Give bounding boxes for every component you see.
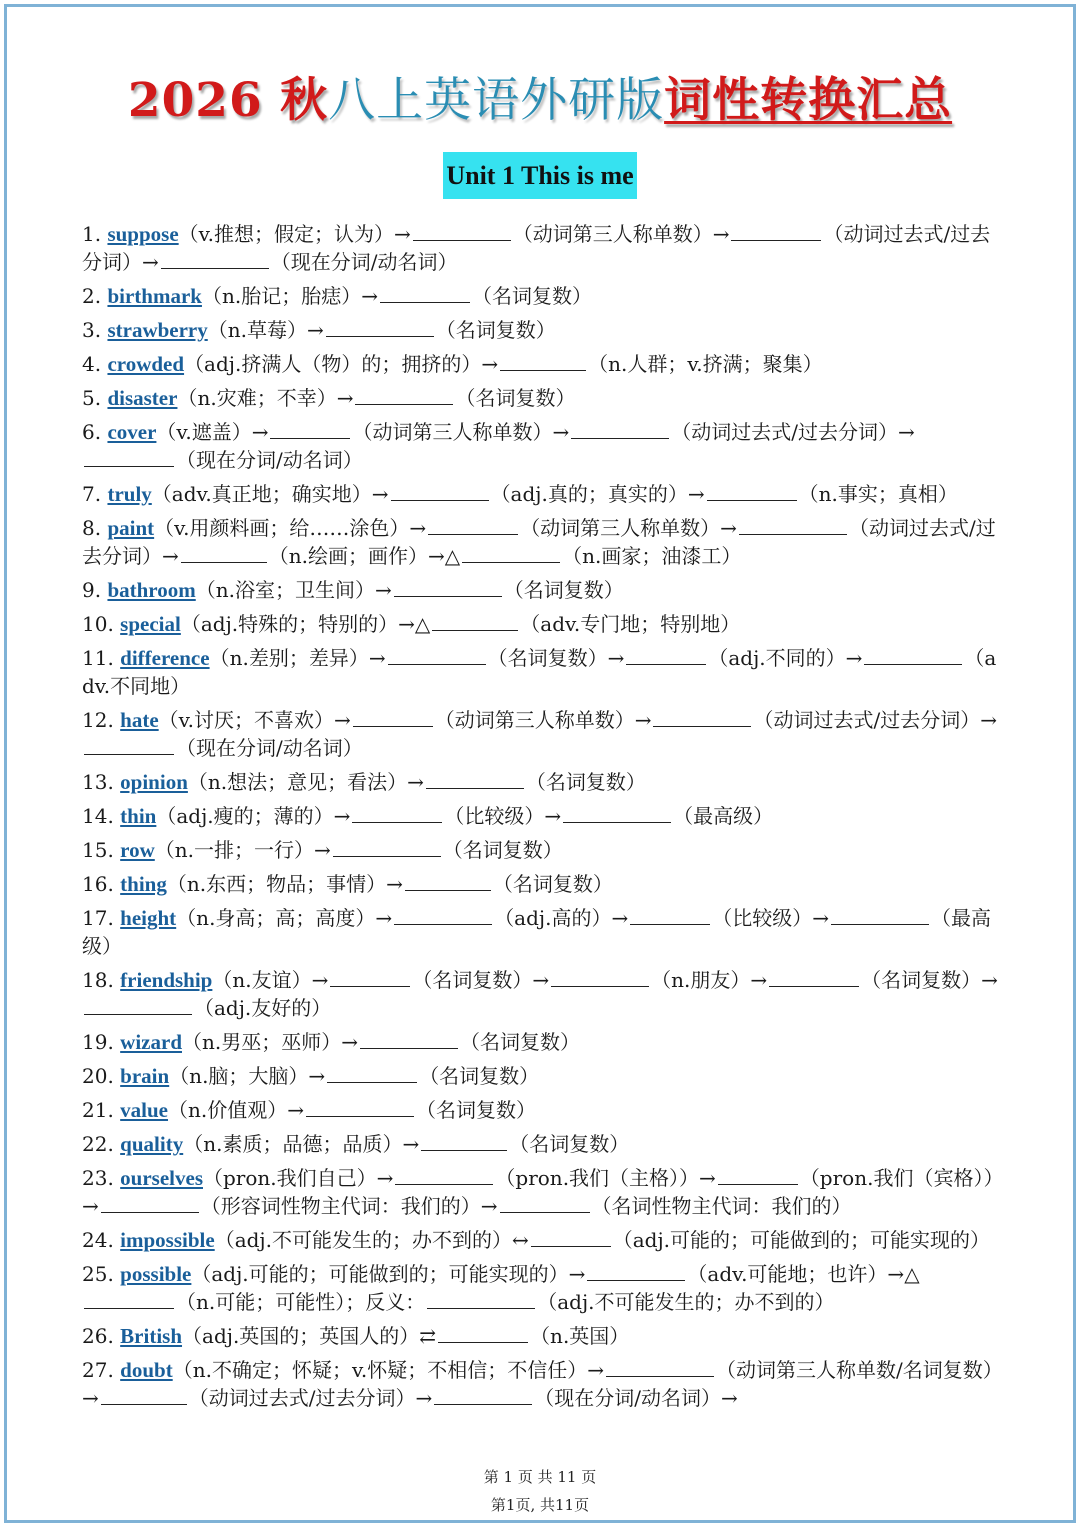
page-number-secondary: 第1页, 共11页 <box>490 1496 590 1514</box>
document-title <box>0 68 1080 134</box>
answer-blank[interactable] <box>739 514 847 535</box>
hint-text: （比较级）→ <box>444 804 562 828</box>
answer-blank[interactable] <box>563 802 671 823</box>
exercise-item <box>82 644 1000 700</box>
hint-text: （n.友谊）→ <box>212 968 329 992</box>
item-number: 12. <box>82 708 121 732</box>
hint-text: （名词复数） <box>435 318 556 342</box>
hint-text: （v.推想；假定；认为）→ <box>178 222 411 246</box>
item-number: 1. <box>82 222 108 246</box>
keyword: suppose <box>107 222 179 246</box>
keyword: impossible <box>120 1228 215 1252</box>
answer-blank[interactable] <box>587 1260 685 1281</box>
hint-text: （n.差别；差异）→ <box>209 646 386 670</box>
hint-text: （adj.可能的；可能做到的；可能实现的） <box>612 1228 991 1252</box>
answer-blank[interactable] <box>333 836 441 857</box>
keyword: bathroom <box>107 578 196 602</box>
hint-text: （动词过去式/过去分词）→ <box>82 222 991 274</box>
keyword: paint <box>107 516 155 540</box>
hint-text: （最高级） <box>82 906 991 958</box>
hint-text: （adj.可能的；可能做到的；可能实现的）→ <box>191 1262 586 1286</box>
hint-text: （名词复数） <box>419 1064 540 1088</box>
keyword: truly <box>107 482 152 506</box>
answer-blank[interactable] <box>84 1288 174 1309</box>
exercise-item <box>82 350 1000 378</box>
keyword: special <box>120 612 181 636</box>
item-number: 24. <box>82 1228 121 1252</box>
answer-blank[interactable] <box>327 1062 417 1083</box>
keyword: disaster <box>107 386 178 410</box>
hint-text: （v.用颜料画；给……涂色）→ <box>154 516 427 540</box>
exercise-item <box>82 480 1000 508</box>
answer-blank[interactable] <box>707 480 797 501</box>
item-number: 25. <box>82 1262 121 1286</box>
hint-text: （最高级） <box>673 804 774 828</box>
answer-blank[interactable] <box>405 870 491 891</box>
answer-blank[interactable] <box>438 1322 528 1343</box>
item-number: 2. <box>82 284 108 308</box>
answer-blank[interactable] <box>360 1028 458 1049</box>
hint-text: （现在分词/动名词）→ <box>534 1386 738 1410</box>
keyword: hate <box>120 708 159 732</box>
hint-text: （动词第三人称单数）→ <box>352 420 570 444</box>
hint-text: （名词复数） <box>416 1098 537 1122</box>
exercise-item <box>82 1028 1000 1056</box>
item-number: 7. <box>82 482 108 506</box>
exercise-item <box>82 316 1000 344</box>
answer-blank[interactable] <box>391 480 489 501</box>
hint-text: （v.遮盖）→ <box>156 420 269 444</box>
answer-blank[interactable] <box>355 384 453 405</box>
item-number: 26. <box>82 1324 121 1348</box>
exercise-item <box>82 904 1000 960</box>
answer-blank[interactable] <box>352 802 442 823</box>
answer-blank[interactable] <box>731 220 821 241</box>
answer-blank[interactable] <box>571 418 669 439</box>
answer-blank[interactable] <box>84 994 192 1015</box>
answer-blank[interactable] <box>426 768 524 789</box>
hint-text: （pron.我们（宾格））→ <box>82 1166 994 1218</box>
answer-blank[interactable] <box>181 542 267 563</box>
answer-blank[interactable] <box>388 644 486 665</box>
exercise-item <box>82 514 1000 570</box>
hint-text: （n.绘画；画作）→△ <box>268 544 461 568</box>
keyword: difference <box>120 646 210 670</box>
hint-text: （n.胎记；胎痣）→ <box>201 284 378 308</box>
keyword: strawberry <box>107 318 208 342</box>
answer-blank[interactable] <box>413 220 511 241</box>
exercise-item <box>82 870 1000 898</box>
answer-blank[interactable] <box>434 1384 532 1405</box>
hint-text: （adj.不可能发生的；办不到的） <box>537 1290 835 1314</box>
answer-blank[interactable] <box>394 576 502 597</box>
hint-text: （名词复数） <box>492 872 613 896</box>
hint-text: （adv.专门地；特别地） <box>520 612 741 636</box>
exercise-item <box>82 576 1000 604</box>
item-number: 9. <box>82 578 108 602</box>
exercise-item <box>82 1260 1000 1316</box>
hint-text: （动词第三人称单数/名词复数）→ <box>82 1358 993 1410</box>
item-number: 14. <box>82 804 121 828</box>
keyword: friendship <box>120 968 213 992</box>
keyword: row <box>120 838 155 862</box>
exercise-item <box>82 1322 1000 1350</box>
hint-text: （形容词性物主代词：我们的）→ <box>200 1194 498 1218</box>
answer-blank[interactable] <box>551 966 649 987</box>
hint-text: （pron.我们自己）→ <box>203 1166 394 1190</box>
hint-text: （adv.可能地；也许）→△ <box>687 1262 920 1286</box>
exercise-item <box>82 220 1000 276</box>
item-number: 13. <box>82 770 121 794</box>
hint-text: （adv.真正地；确实地）→ <box>151 482 389 506</box>
hint-text: （n.一排；一行）→ <box>154 838 331 862</box>
hint-text: （adj.英国的；英国人的）⇄ <box>182 1324 437 1348</box>
keyword: doubt <box>120 1358 173 1382</box>
hint-text: （adj.瘦的；薄的）→ <box>156 804 351 828</box>
answer-blank[interactable] <box>326 316 434 337</box>
keyword: thing <box>120 872 167 896</box>
keyword: quality <box>120 1132 184 1156</box>
hint-text: （adv.不同地） <box>82 646 997 698</box>
answer-blank[interactable] <box>380 282 470 303</box>
item-number: 19. <box>82 1030 121 1054</box>
exercise-item <box>82 802 1000 830</box>
hint-text: （adj.挤满人（物）的；拥挤的）→ <box>184 352 499 376</box>
exercise-item <box>82 1096 1000 1124</box>
hint-text: （n.灾难；不幸）→ <box>177 386 354 410</box>
hint-text: （现在分词/动名词） <box>270 250 458 274</box>
exercise-item <box>82 1356 1000 1412</box>
item-number: 5. <box>82 386 108 410</box>
title-year: 2026 秋 <box>127 73 329 128</box>
keyword: ourselves <box>120 1166 203 1190</box>
hint-text: （名词复数） <box>460 1030 580 1054</box>
exercise-list <box>82 220 1000 1418</box>
item-number: 20. <box>82 1064 121 1088</box>
answer-blank[interactable] <box>831 904 929 925</box>
answer-blank[interactable] <box>84 734 174 755</box>
hint-text: （adj.特殊的；特别的）→△ <box>180 612 431 636</box>
hint-text: （名词复数） <box>455 386 576 410</box>
hint-text: （名词性物主代词：我们的） <box>591 1194 852 1218</box>
hint-text: （名词复数）→ <box>487 646 625 670</box>
item-number: 17. <box>82 906 121 930</box>
hint-text: （名词复数） <box>503 578 624 602</box>
hint-text: （动词第三人称单数）→ <box>434 708 652 732</box>
answer-blank[interactable] <box>864 644 962 665</box>
answer-blank[interactable] <box>101 1192 199 1213</box>
answer-blank[interactable] <box>427 1288 535 1309</box>
answer-blank[interactable] <box>432 610 518 631</box>
hint-text: （名词复数） <box>442 838 563 862</box>
hint-text: （n.想法；意见；看法）→ <box>187 770 424 794</box>
hint-text: （比较级）→ <box>712 906 829 930</box>
hint-text: （动词过去式/过去分词）→ <box>82 516 996 568</box>
hint-text: （adj.真的；真实的）→ <box>490 482 705 506</box>
hint-text: （动词第三人称单数）→ <box>520 516 737 540</box>
exercise-item <box>82 836 1000 864</box>
item-number: 23. <box>82 1166 121 1190</box>
hint-text: （现在分词/动名词） <box>176 448 363 472</box>
unit-heading: Unit 1 This is me <box>443 152 636 199</box>
hint-text: （名词复数）→ <box>412 968 550 992</box>
hint-text: （动词过去式/过去分词）→ <box>671 420 915 444</box>
item-number: 3. <box>82 318 108 342</box>
answer-blank[interactable] <box>270 418 350 439</box>
answer-blank[interactable] <box>306 1096 414 1117</box>
answer-blank[interactable] <box>500 1192 590 1213</box>
keyword: height <box>120 906 177 930</box>
item-number: 21. <box>82 1098 121 1122</box>
item-number: 16. <box>82 872 121 896</box>
keyword: possible <box>120 1262 192 1286</box>
hint-text: （n.价值观）→ <box>168 1098 305 1122</box>
answer-blank[interactable] <box>161 248 269 269</box>
hint-text: （动词第三人称单数）→ <box>512 222 730 246</box>
keyword: birthmark <box>107 284 202 308</box>
hint-text: （adj.不可能发生的；办不到的）↔ <box>214 1228 529 1252</box>
answer-blank[interactable] <box>626 644 706 665</box>
hint-text: （n.脑；大脑）→ <box>169 1064 326 1088</box>
exercise-item <box>82 1130 1000 1158</box>
exercise-item <box>82 384 1000 412</box>
hint-text: （n.画家；油漆工） <box>562 544 742 568</box>
answer-blank[interactable] <box>653 706 751 727</box>
hint-text: （n.可能；可能性）；反义： <box>176 1290 426 1314</box>
hint-text: （名词复数） <box>509 1132 630 1156</box>
answer-blank[interactable] <box>630 904 710 925</box>
exercise-item <box>82 1164 1000 1220</box>
answer-blank[interactable] <box>394 904 492 925</box>
exercise-item <box>82 768 1000 796</box>
answer-blank[interactable] <box>84 446 174 467</box>
item-number: 8. <box>82 516 108 540</box>
keyword: British <box>120 1324 183 1348</box>
hint-text: （pron.我们（主格））→ <box>495 1166 716 1190</box>
title-subject: 八上英语外研版 <box>328 73 665 128</box>
hint-text: （n.身高；高；高度）→ <box>176 906 393 930</box>
answer-blank[interactable] <box>462 542 560 563</box>
hint-text: （n.不确定；怀疑；v.怀疑；不相信；不信任）→ <box>172 1358 604 1382</box>
hint-text: （adj.不同的）→ <box>708 646 863 670</box>
title-topic: 词性转换汇总 <box>664 73 953 128</box>
hint-text: （n.人群；v.挤满；聚集） <box>588 352 823 376</box>
keyword: opinion <box>120 770 188 794</box>
hint-text: （名词复数） <box>471 284 592 308</box>
item-number: 27. <box>82 1358 121 1382</box>
exercise-item <box>82 1062 1000 1090</box>
item-number: 18. <box>82 968 121 992</box>
hint-text: （n.浴室；卫生间）→ <box>195 578 392 602</box>
hint-text: （名词复数） <box>525 770 646 794</box>
hint-text: （n.男巫；巫师）→ <box>182 1030 358 1054</box>
exercise-item <box>82 418 1000 474</box>
item-number: 22. <box>82 1132 121 1156</box>
hint-text: （v.讨厌；不喜欢）→ <box>158 708 351 732</box>
item-number: 11. <box>82 646 121 670</box>
page-number: 第 1 页 共 11 页 <box>483 1468 597 1486</box>
hint-text: （动词过去式/过去分词）→ <box>753 708 997 732</box>
hint-text: （n.素质；品德；品质）→ <box>183 1132 420 1156</box>
hint-text: （n.东西；物品；事情）→ <box>166 872 403 896</box>
hint-text: （adj.友好的） <box>194 996 332 1020</box>
keyword: brain <box>120 1064 170 1088</box>
exercise-item <box>82 282 1000 310</box>
answer-blank[interactable] <box>718 1164 798 1185</box>
answer-blank[interactable] <box>330 966 410 987</box>
answer-blank[interactable] <box>500 350 586 371</box>
exercise-item <box>82 610 1000 638</box>
answer-blank[interactable] <box>353 706 433 727</box>
hint-text: （名词复数）→ <box>861 968 998 992</box>
exercise-item <box>82 706 1000 762</box>
answer-blank[interactable] <box>421 1130 507 1151</box>
answer-blank[interactable] <box>395 1164 493 1185</box>
hint-text: （动词过去式/过去分词）→ <box>188 1386 433 1410</box>
item-number: 6. <box>82 420 108 444</box>
keyword: cover <box>107 420 157 444</box>
hint-text: （n.朋友）→ <box>651 968 768 992</box>
keyword: wizard <box>120 1030 182 1054</box>
exercise-item <box>82 966 1000 1022</box>
keyword: crowded <box>107 352 185 376</box>
hint-text: （n.英国） <box>530 1324 630 1348</box>
keyword: value <box>120 1098 169 1122</box>
answer-blank[interactable] <box>606 1356 714 1377</box>
item-number: 4. <box>82 352 108 376</box>
answer-blank[interactable] <box>101 1384 187 1405</box>
answer-blank[interactable] <box>531 1226 611 1247</box>
answer-blank[interactable] <box>428 514 518 535</box>
item-number: 15. <box>82 838 121 862</box>
exercise-item <box>82 1226 1000 1254</box>
hint-text: （n.事实；真相） <box>798 482 958 506</box>
keyword: thin <box>120 804 157 828</box>
hint-text: （n.草莓）→ <box>207 318 324 342</box>
item-number: 10. <box>82 612 121 636</box>
hint-text: （adj.高的）→ <box>494 906 629 930</box>
hint-text: （现在分词/动名词） <box>176 736 363 760</box>
answer-blank[interactable] <box>769 966 859 987</box>
